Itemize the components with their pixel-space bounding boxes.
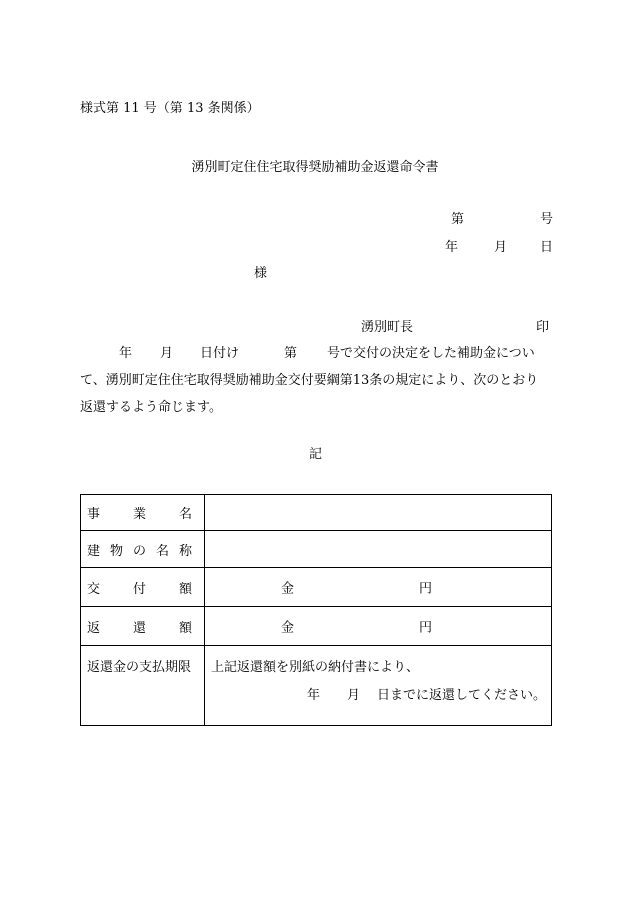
label-char: 額 bbox=[178, 581, 192, 597]
label-char: 額 bbox=[178, 620, 192, 636]
table-row-building-name bbox=[81, 531, 552, 568]
number-prefix: 第 bbox=[451, 212, 465, 227]
label-building-name bbox=[81, 531, 205, 568]
value-building-name[interactable] bbox=[205, 531, 552, 568]
yen-label: 円 bbox=[419, 581, 433, 597]
deadline-line1: 上記返還額を別紙の納付書により、 bbox=[211, 660, 420, 675]
body-line1-text: 号で交付の決定をした補助金につい bbox=[327, 346, 535, 361]
body-year: 年 bbox=[119, 346, 133, 361]
table-row-deadline bbox=[81, 646, 552, 726]
label-char: 交 bbox=[87, 581, 101, 597]
label-char: 還 bbox=[132, 620, 146, 636]
value-project-name[interactable] bbox=[205, 495, 552, 531]
label-grant-amount bbox=[81, 568, 205, 607]
label-char: 返 bbox=[87, 620, 101, 636]
table-row-grant-amount bbox=[81, 568, 552, 607]
table-row-return-amount bbox=[81, 607, 552, 646]
table-row-project-name bbox=[81, 495, 552, 531]
body-number-prefix: 第 bbox=[284, 346, 298, 361]
date-year: 年 bbox=[445, 240, 459, 255]
document-title: 湧別町定住住宅取得奨励補助金返還命令書 bbox=[191, 160, 439, 175]
yen-label: 円 bbox=[419, 620, 433, 636]
body-month: 月 bbox=[160, 346, 174, 361]
recipient-suffix: 様 bbox=[254, 266, 268, 281]
number-suffix: 号 bbox=[540, 212, 554, 227]
label-char: 名 bbox=[155, 543, 169, 559]
deadline-line2: 日までに返還してください。 bbox=[377, 688, 547, 703]
date-day: 日 bbox=[540, 240, 554, 255]
deadline-month: 月 bbox=[347, 688, 361, 703]
label-char: 建 bbox=[87, 543, 101, 559]
label-char: 物 bbox=[109, 543, 123, 559]
issuer-name: 湧別町長 bbox=[361, 320, 414, 335]
ki-heading: 記 bbox=[309, 447, 323, 462]
label-char: の bbox=[132, 543, 146, 559]
value-grant-amount[interactable] bbox=[205, 568, 552, 607]
kin-label: 金 bbox=[281, 620, 295, 636]
body-dated: 日付け bbox=[200, 346, 240, 361]
kin-label: 金 bbox=[281, 581, 295, 597]
label-char: 称 bbox=[178, 543, 192, 559]
label-char: 付 bbox=[132, 581, 146, 597]
detail-table bbox=[80, 494, 552, 726]
body-line3: 返還するよう命じます。 bbox=[80, 400, 222, 415]
label-char: 事 bbox=[87, 507, 101, 522]
body-line2: て、湧別町定住住宅取得奨励補助金交付要綱第13条の規定により、次のとおり bbox=[80, 373, 539, 388]
label-return-amount bbox=[81, 607, 205, 646]
label-char: 名 bbox=[178, 507, 192, 522]
form-number: 様式第 11 号（第 13 条関係） bbox=[80, 101, 260, 116]
value-return-amount[interactable] bbox=[205, 607, 552, 646]
label-char: 業 bbox=[132, 507, 146, 522]
label-deadline bbox=[81, 646, 205, 726]
date-month: 月 bbox=[494, 240, 508, 255]
label-project-name bbox=[81, 495, 205, 531]
deadline-label-text: 返還金の支払期限 bbox=[87, 660, 192, 675]
deadline-year: 年 bbox=[307, 688, 321, 703]
seal-mark: 印 bbox=[536, 320, 550, 335]
value-deadline[interactable] bbox=[205, 646, 552, 726]
